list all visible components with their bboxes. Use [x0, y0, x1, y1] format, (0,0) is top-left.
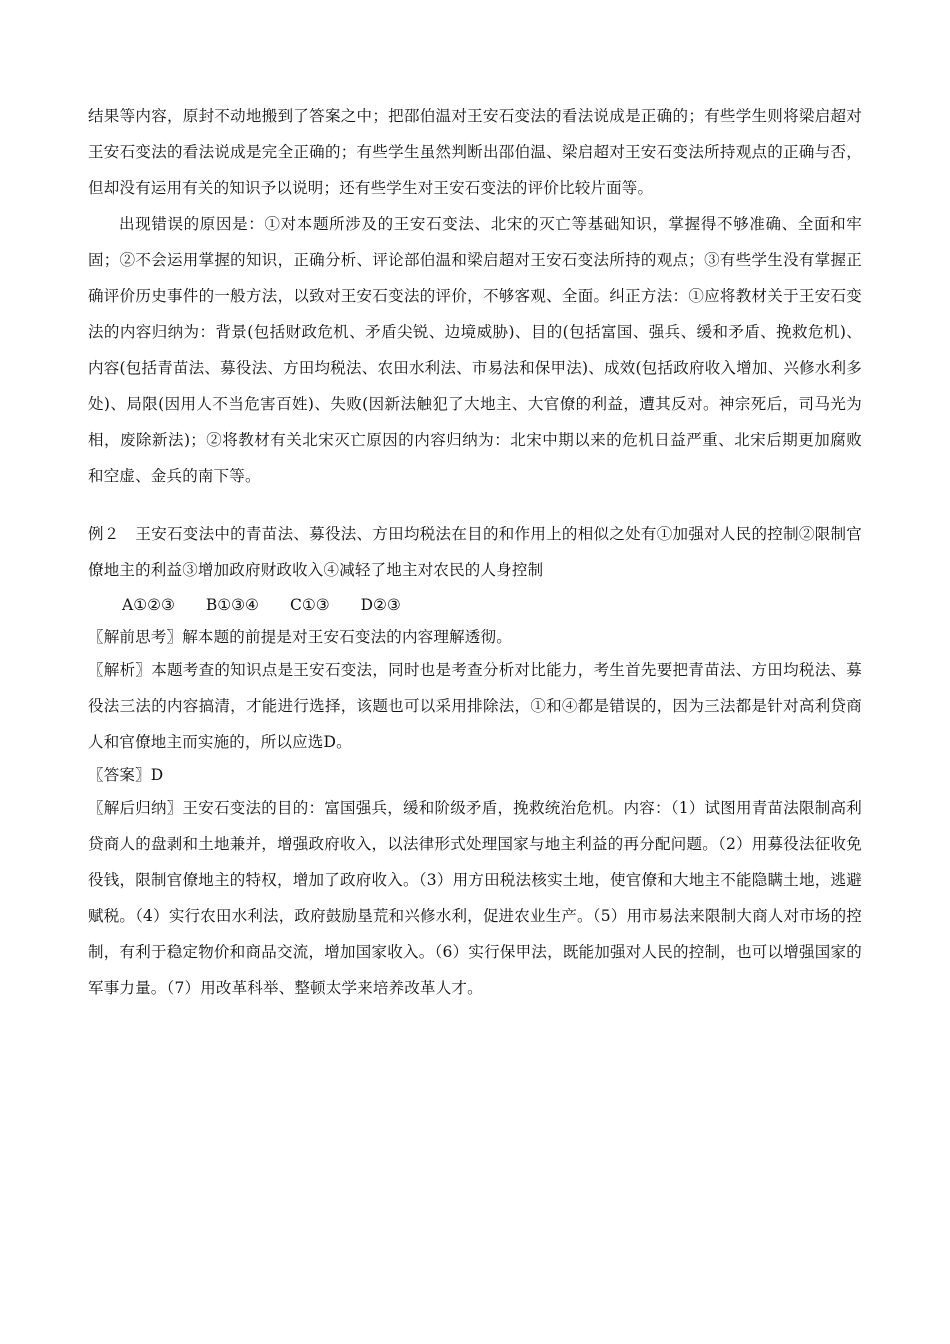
summary-note: 〖解后归纳〗王安石变法的目的：富国强兵，缓和阶级矛盾，挽救统治危机。内容：（1）试图用青苗法限制高利贷商人的盘剥和土地兼并，增强政府收入，以法律形式处理国家与地主利益的再分配问题。（2）用募役法征收免役钱，限制官僚地主的特权，增加了政府收入。（3）用方田税法核实土地，使官僚和大地主不能隐瞒土地，逃避赋税。（4）实行农田水利法，政府鼓励垦荒和兴修水利，促进农业生产。（5）用市易法来限制大商人对市场的控制，有利于稳定物价和商品交流，增加国家收入。（6）实行保甲法，既能加强对人民的控制，也可以增强国家的军事力量。（7）用改革科举、整顿太学来培养改革人才。 [88, 799, 862, 997]
document-body [88, 98, 862, 1006]
answer-note: 〖答案〗D [88, 766, 164, 784]
section-gap [88, 494, 862, 516]
pre-think-note: 〖解前思考〗解本题的前提是对王安石变法的内容理解透彻。 [88, 628, 512, 646]
analysis-note: 〖解析〗本题考查的知识点是王安石变法，同时也是考查分析对比能力，考生首先要把青苗法、方田均税法、募役法三法的内容搞清，才能进行选择，该题也可以采用排除法，①和④都是错误的，因为三法都是针对高利贷商人和官僚地主而实施的，所以应选D。 [88, 661, 862, 751]
paragraph-mistakes: 结果等内容，原封不动地搬到了答案之中；把邵伯温对王安石变法的看法说成是正确的；有些学生则将梁启超对王安石变法的看法说成是完全正确的；有些学生虽然判断出邵伯温、梁启超对王安石变法所持观点的正确与否，但却没有运用有关的知识予以说明；还有些学生对王安石变法的评价比较片面等。 [88, 107, 862, 197]
answer-options: A①②③ B①③④ C①③ D②③ [122, 596, 401, 614]
example-question: 例２ 王安石变法中的青苗法、募役法、方田均税法在目的和作用上的相似之处有①加强对人民的控制②限制官僚地主的利益③增加政府财政收入④减轻了地主对农民的人身控制 [88, 525, 862, 579]
paragraph-causes-and-fixes: 出现错误的原因是：①对本题所涉及的王安石变法、北宋的灭亡等基础知识，掌握得不够准确、全面和牢固；②不会运用掌握的知识，正确分析、评论部伯温和梁启超对王安石变法所持的观点；③有些学生没有掌握正确评价历史事件的一般方法，以致对王安石变法的评价，不够客观、全面。纠正方法：①应将教材关于王安石变法的内容归纳为：背景(包括财政危机、矛盾尖锐、边境威胁)、目的(包括富国、强兵、缓和矛盾、挽救危机)、内容(包括青苗法、募役法、方田均税法、农田水利法、市易法和保甲法)、成效(包括政府收入增加、兴修水利多处)、局限(因用人不当危害百姓)、失败(因新法触犯了大地主、大官僚的利益，遭其反对。神宗死后，司马光为相，废除新法)；②将教材有关北宋灭亡原因的内容归纳为：北宋中期以来的危机日益严重、北宋后期更加腐败和空虚、金兵的南下等。 [88, 215, 862, 485]
